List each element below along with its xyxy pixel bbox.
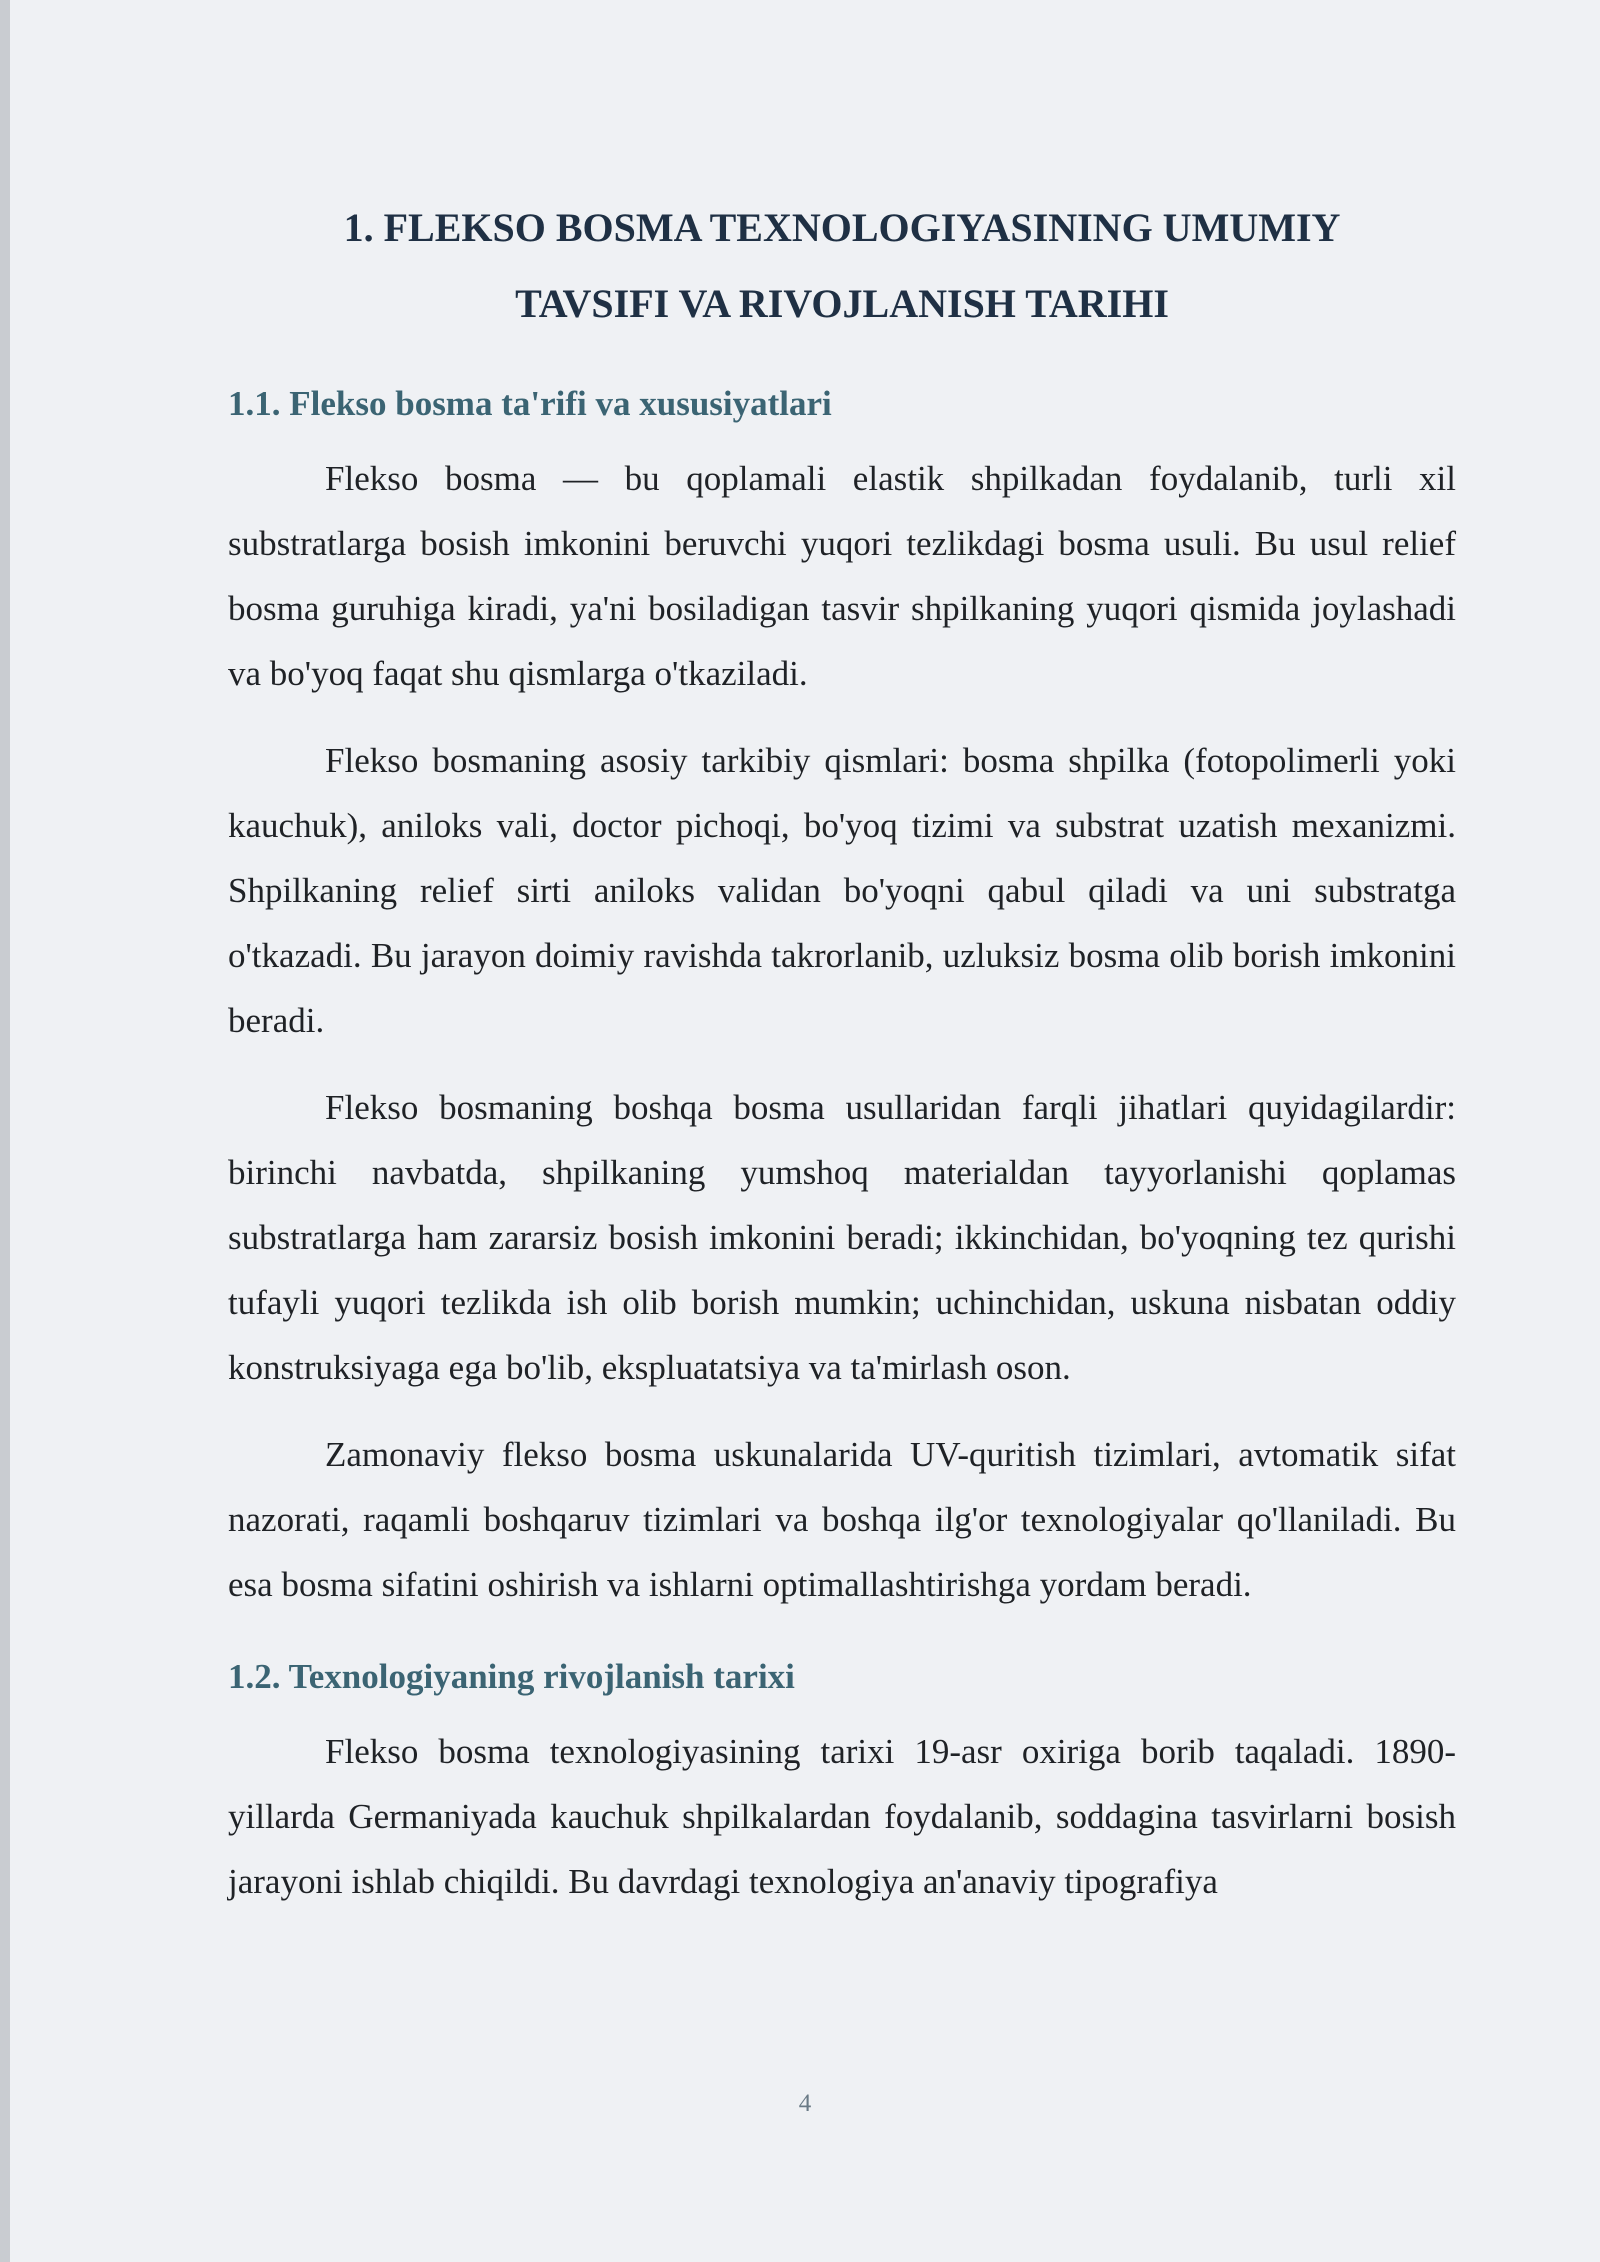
chapter-title-line-1: 1. FLEKSO BOSMA TEXNOLOGIYASINING UMUMIY (343, 205, 1341, 250)
section-heading-1-2: 1.2. Texnologiyaning rivojlanish tarixi (228, 1657, 795, 1696)
paragraph: Flekso bosma — bu qoplamali elastik shpilkadan foydalanib, turli xil substratlarga bosish imkonini beruvchi yuqori tezlikdagi bosma usuli. Bu usul relief bosma guruhiga kiradi, ya'ni bosiladigan tasvir shpilkaning yuqori qismida joylashadi va bo'yoq faqat shu qismlarga o'tkaziladi. (228, 459, 1456, 693)
document-page (10, 0, 1600, 2262)
chapter-title (228, 190, 1456, 342)
page-content (228, 190, 1456, 1936)
paragraph: Flekso bosmaning asosiy tarkibiy qismlari: bosma shpilka (fotopolimerli yoki kauchuk), aniloks vali, doctor pichoqi, bo'yoq tizimi va substrat uzatish mexanizmi. Shpilkaning relief sirti aniloks validan bo'yoqni qabul qiladi va uni substratga o'tkazadi. Bu jarayon doimiy ravishda takrorlanib, uzluksiz bosma olib borish imkonini beradi. (228, 741, 1456, 1040)
chapter-title-line-2: TAVSIFI VA RIVOJLANISH TARIHI (515, 281, 1169, 326)
paragraph: Zamonaviy flekso bosma uskunalarida UV-quritish tizimlari, avtomatik sifat nazorati, raqamli boshqaruv tizimlari va boshqa ilg'or texnologiyalar qo'llaniladi. Bu esa bosma sifatini oshirish va ishlarni optimallashtirishga yordam beradi. (228, 1435, 1456, 1604)
page-number: 4 (798, 2090, 812, 2117)
section-heading-1-1: 1.1. Flekso bosma ta'rifi va xususiyatlari (228, 384, 832, 423)
paragraph: Flekso bosmaning boshqa bosma usullaridan farqli jihatlari quyidagilardir: birinchi navbatda, shpilkaning yumshoq materialdan tayyorlanishi qoplamas substratlarga ham zararsiz bosish imkonini beradi; ikkinchidan, bo'yoqning tez qurishi tufayli yuqori tezlikda ish olib borish mumkin; uchinchidan, uskuna nisbatan oddiy konstruksiyaga ega bo'lib, ekspluatatsiya va ta'mirlash oson. (228, 1088, 1456, 1387)
paragraph: Flekso bosma texnologiyasining tarixi 19-asr oxiriga borib taqaladi. 1890-yillarda Germaniyada kauchuk shpilkalardan foydalanib, soddagina tasvirlarni bosish jarayoni ishlab chiqildi. Bu davrdagi texnologiya an'anaviy tipografiya (228, 1732, 1456, 1901)
